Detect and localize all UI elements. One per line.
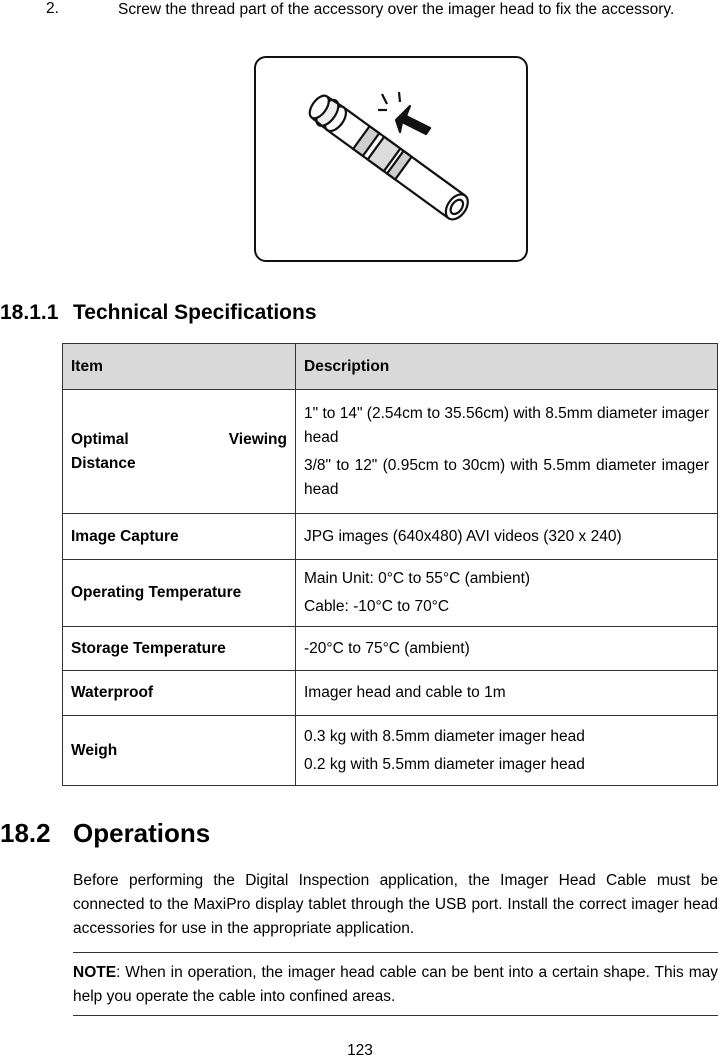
step-text: Screw the thread part of the accessory over the imager head to fix the accessory. (118, 1, 675, 18)
table-header-row (63, 344, 718, 390)
note-label: NOTE (73, 964, 117, 981)
row-description: -20°C to 75°C (ambient) (296, 627, 718, 671)
operations-paragraph: Before performing the Digital Inspection application, the Imager Head Cable must be connected to the MaxiPro display tablet through the USB port. Install the correct imager head accessories for use in the appropriate application. (73, 872, 718, 937)
imager-head-accessory-icon (256, 58, 526, 260)
header-item: Item (63, 344, 296, 390)
table-row (63, 716, 718, 786)
row-item: Optimal Viewing Distance (63, 390, 296, 514)
row-item: Weigh (63, 716, 296, 786)
row-item: Image Capture (63, 514, 296, 560)
accessory-figure (254, 56, 528, 262)
row-description: 0.3 kg with 8.5mm diameter imager head 0.2 kg with 5.5mm diameter imager head (296, 716, 718, 786)
section-heading (0, 818, 210, 849)
row-description: Main Unit: 0°C to 55°C (ambient) Cable: -10°C to 70°C (296, 560, 718, 627)
note-text: : When in operation, the imager head cable can be bent into a certain shape. This may help you operate the cable into confined areas. (73, 964, 718, 1005)
row-description: JPG images (640x480) AVI videos (320 x 240) (296, 514, 718, 560)
row-item: Waterproof (63, 671, 296, 716)
note-box (73, 952, 718, 1016)
row-item: Storage Temperature (63, 627, 296, 671)
row-description: Imager head and cable to 1m (296, 671, 718, 716)
table-row (63, 514, 718, 560)
table-row (63, 560, 718, 627)
subsection-title: Technical Specifications (73, 301, 317, 324)
row-description: 1" to 14" (2.54cm to 35.56cm) with 8.5mm diameter imager head 3/8" to 12" (0.95cm to 30cm) with 5.5mm diameter imager head (296, 390, 718, 514)
specifications-table (62, 343, 718, 786)
header-description: Description (296, 344, 718, 390)
page-number: 123 (347, 1042, 373, 1059)
table-row (63, 671, 718, 716)
section-title: Operations (73, 818, 211, 848)
subsection-heading (0, 301, 317, 325)
table-row (63, 627, 718, 671)
subsection-number: 18.1.1 (0, 301, 59, 324)
table-row (63, 390, 718, 514)
section-number: 18.2 (0, 818, 51, 848)
step-number: 2. (46, 0, 59, 17)
row-item: Operating Temperature (63, 560, 296, 627)
